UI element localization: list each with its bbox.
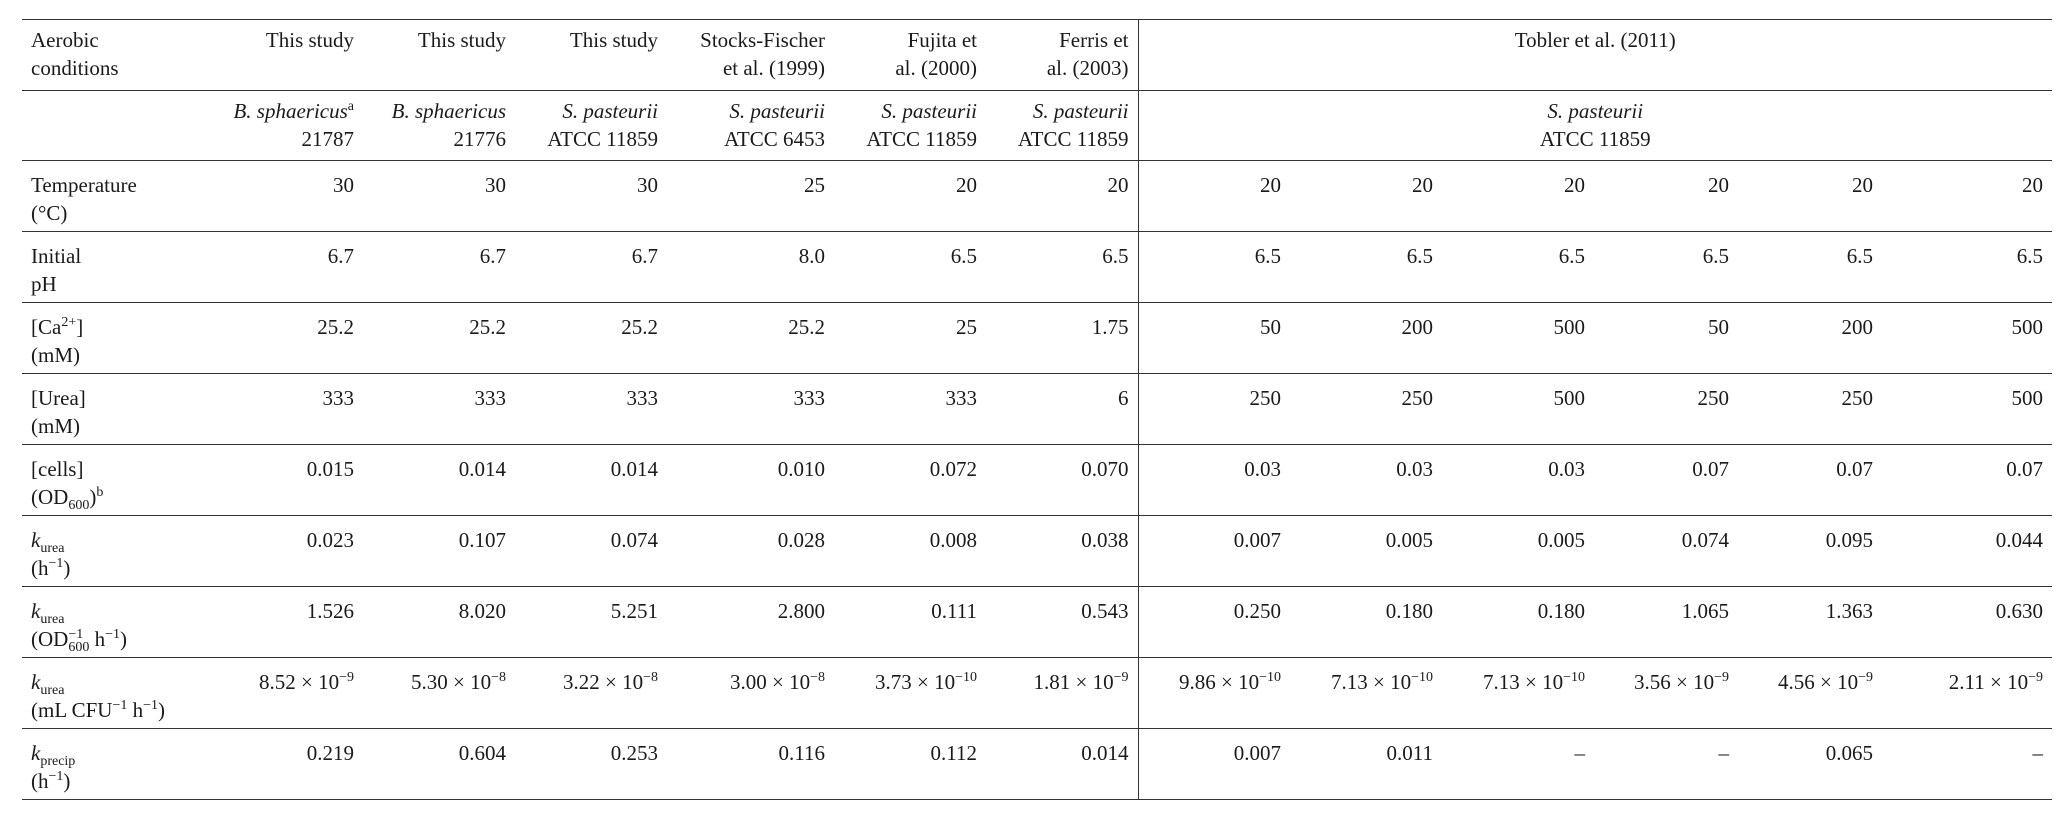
row-label-line <box>31 313 189 341</box>
study-cell <box>515 20 667 91</box>
value-cell: 333 <box>793 386 825 410</box>
row-k-urea-per-cfu <box>22 658 2052 729</box>
value-cell: 1.065 <box>1681 599 1729 623</box>
value-cell: 0.03 <box>1244 457 1281 481</box>
value-cell: 333 <box>945 386 977 410</box>
study-line: Fujita et <box>907 28 977 52</box>
value-cell <box>1882 658 2052 729</box>
times-ten: × 10 <box>453 670 492 694</box>
times-ten: × 10 <box>1676 670 1715 694</box>
value-cell: 0.005 <box>1537 528 1585 552</box>
row-label-line <box>31 526 189 557</box>
exponent: −10 <box>1563 670 1585 685</box>
label-sub: 600 <box>68 498 90 514</box>
value-cell: 20 <box>1708 173 1729 197</box>
row-header-label <box>22 20 198 91</box>
strain-line: ATCC 11859 <box>1017 127 1129 151</box>
value-cell: 0.219 <box>306 741 354 765</box>
row-label-line <box>31 554 189 582</box>
footnote-mark: a <box>347 99 354 114</box>
times-ten: × 10 <box>1525 670 1564 694</box>
row-label-line <box>31 668 189 699</box>
value-cell: 0.015 <box>306 457 354 481</box>
value-cell: 0.107 <box>458 528 506 552</box>
value-cell: 0.07 <box>1692 457 1729 481</box>
value-cell: 0.010 <box>777 457 825 481</box>
row-label-line: Temperature <box>31 173 137 197</box>
value-cell <box>1442 658 1594 729</box>
value-cell: 0.630 <box>1995 599 2043 623</box>
label-part: (h <box>31 769 49 793</box>
value-cell: 1.363 <box>1825 599 1873 623</box>
label-sup: −1 <box>68 627 84 643</box>
tobler-study-label: Tobler et al. (2011) <box>1514 28 1676 52</box>
row-label-line <box>31 767 189 795</box>
organism-cell <box>834 91 986 161</box>
mantissa: 3.22 <box>563 670 600 694</box>
study-line: et al. (1999) <box>722 56 825 80</box>
mantissa: 3.73 <box>875 670 912 694</box>
mantissa: 7.13 <box>1331 670 1368 694</box>
value-cell: 25.2 <box>621 315 658 339</box>
row-k-urea-per-hour <box>22 516 2052 587</box>
row-label <box>22 303 198 374</box>
label-sub: urea <box>40 541 65 557</box>
value-cell: 8.0 <box>798 244 825 268</box>
value-cell: 0.038 <box>986 516 1138 587</box>
tobler-study-cell <box>1138 20 2052 91</box>
label-supsub <box>68 628 89 654</box>
value-cell: 5.251 <box>610 599 658 623</box>
value-cell: 250 <box>1841 386 1873 410</box>
row-label <box>22 729 198 800</box>
value-cell <box>986 658 1138 729</box>
value-cell: 0.014 <box>986 729 1138 800</box>
value-cell: 0.03 <box>1548 457 1585 481</box>
species-name: S. pasteurii <box>1547 99 1644 123</box>
label-part: (OD <box>31 485 69 509</box>
times-ten: × 10 <box>301 670 340 694</box>
value-cell: 1.75 <box>986 303 1138 374</box>
mantissa: 2.11 <box>1948 670 1985 694</box>
value-cell: 25.2 <box>469 315 506 339</box>
value-cell: 0.014 <box>610 457 658 481</box>
value-cell: 0.011 <box>1386 741 1433 765</box>
exponent: −8 <box>643 670 658 685</box>
value-cell: 0.074 <box>610 528 658 552</box>
species-name: B. sphaericus <box>233 99 348 123</box>
value-cell: 0.065 <box>1825 741 1873 765</box>
value-cell: 0.072 <box>929 457 977 481</box>
value-cell: 20 <box>2022 173 2043 197</box>
exponent: −9 <box>1113 670 1129 685</box>
value-cell: 250 <box>1401 386 1433 410</box>
value-cell: 0.07 <box>1836 457 1873 481</box>
value-cell: 50 <box>1708 315 1729 339</box>
value-cell: 2.800 <box>777 599 825 623</box>
label-sub: urea <box>40 683 65 699</box>
value-cell: 0.116 <box>778 741 825 765</box>
value-cell: 250 <box>1249 386 1281 410</box>
row-label <box>22 161 198 232</box>
times-ten: × 10 <box>1990 670 2029 694</box>
label-part: ] <box>76 315 84 339</box>
organism-cell <box>363 91 515 161</box>
value-cell: 6.5 <box>986 232 1138 303</box>
row-label <box>22 587 198 658</box>
study-line: Ferris et <box>1059 28 1129 52</box>
value-cell: – <box>2032 741 2043 765</box>
row-label-line <box>31 597 189 628</box>
species-name: S. pasteurii <box>729 99 825 123</box>
row-k-urea-per-od <box>22 587 2052 658</box>
row-label-line: Initial <box>31 244 82 268</box>
value-cell: 20 <box>1412 173 1433 197</box>
row-cells <box>22 445 2052 516</box>
value-cell: 6.7 <box>631 244 658 268</box>
organism-cell <box>986 91 1138 161</box>
study-line: This study <box>569 28 658 52</box>
value-cell: 50 <box>1260 315 1281 339</box>
row-k-precip <box>22 729 2052 800</box>
value-cell: 0.070 <box>986 445 1138 516</box>
exponent: −8 <box>810 670 825 685</box>
value-cell <box>515 658 667 729</box>
mantissa: 9.86 <box>1179 670 1216 694</box>
value-cell: 6.5 <box>1558 244 1585 268</box>
label-sup: −1 <box>48 556 64 571</box>
study-cell <box>986 20 1138 91</box>
value-cell: 500 <box>1553 386 1585 410</box>
value-cell: 0.07 <box>2006 457 2043 481</box>
organism-cell <box>667 91 834 161</box>
label-sup: −1 <box>112 698 128 713</box>
value-cell: 0.008 <box>929 528 977 552</box>
study-line: This study <box>417 28 506 52</box>
value-cell: 0.023 <box>306 528 354 552</box>
row-label <box>22 232 198 303</box>
value-cell: 500 <box>2011 386 2043 410</box>
row-calcium <box>22 303 2052 374</box>
value-cell: 0.604 <box>458 741 506 765</box>
row-temperature <box>22 161 2052 232</box>
value-cell <box>363 658 515 729</box>
row-label <box>22 658 198 729</box>
value-cell: 0.03 <box>1396 457 1433 481</box>
value-cell: 0.180 <box>1385 599 1433 623</box>
value-cell: 200 <box>1841 315 1873 339</box>
value-cell: 333 <box>474 386 506 410</box>
strain-line: 21776 <box>453 127 506 151</box>
value-cell: 30 <box>333 173 354 197</box>
value-cell: 6.5 <box>1702 244 1729 268</box>
row-urea <box>22 374 2052 445</box>
exponent: −9 <box>339 670 354 685</box>
value-cell: 0.074 <box>1681 528 1729 552</box>
value-cell: 333 <box>322 386 354 410</box>
strain-line: ATCC 11859 <box>866 127 977 151</box>
label-part: (mL CFU <box>31 698 113 722</box>
label-part: h <box>89 627 106 651</box>
label-part: ) <box>63 556 71 580</box>
study-line: al. (2000) <box>895 56 977 80</box>
row-label <box>22 374 198 445</box>
exponent: −8 <box>491 670 506 685</box>
value-cell: 200 <box>1401 315 1433 339</box>
organism-cell <box>198 91 363 161</box>
strain-line: 21787 <box>301 127 354 151</box>
mantissa: 3.56 <box>1634 670 1671 694</box>
row-label <box>22 445 198 516</box>
value-cell: 6 <box>986 374 1138 445</box>
label-sub: precip <box>40 754 76 770</box>
value-cell: 0.180 <box>1537 599 1585 623</box>
value-cell: 6.7 <box>479 244 506 268</box>
times-ten: × 10 <box>1075 670 1114 694</box>
row-label-line <box>31 739 189 770</box>
times-ten: × 10 <box>1221 670 1260 694</box>
label-sup: −1 <box>105 627 120 642</box>
value-cell <box>834 658 986 729</box>
label-part: [Ca <box>31 315 62 339</box>
mantissa: 4.56 <box>1778 670 1815 694</box>
value-cell: 6.5 <box>1254 244 1281 268</box>
header-row-organisms <box>22 91 2052 161</box>
empty-cell <box>22 91 198 161</box>
row-label-line <box>31 483 189 514</box>
strain-line: ATCC 11859 <box>547 127 658 151</box>
strain-line: ATCC 6453 <box>724 127 825 151</box>
organism-cell <box>515 91 667 161</box>
label-part: ) <box>158 698 166 722</box>
species-name: S. pasteurii <box>881 99 977 123</box>
label-sup: −1 <box>143 698 159 713</box>
value-cell: 333 <box>626 386 658 410</box>
value-cell: 1.526 <box>306 599 354 623</box>
label-sup: 2+ <box>61 315 77 330</box>
value-cell: 25 <box>804 173 825 197</box>
value-cell <box>667 658 834 729</box>
value-cell: 20 <box>1852 173 1873 197</box>
value-cell: 500 <box>1553 315 1585 339</box>
label-part: ) <box>63 769 71 793</box>
species-name: B. sphaericus <box>391 99 506 123</box>
strain-line: ATCC 11859 <box>1539 127 1651 151</box>
mantissa: 1.81 <box>1033 670 1071 694</box>
label-part: (h <box>31 556 49 580</box>
study-line: This study <box>265 28 354 52</box>
exponent: −10 <box>1411 670 1433 685</box>
value-cell: 0.014 <box>458 457 506 481</box>
label-sub: 600 <box>68 640 90 656</box>
times-ten: × 10 <box>917 670 956 694</box>
value-cell: 25.2 <box>788 315 825 339</box>
exponent: −9 <box>1858 670 1873 685</box>
times-ten: × 10 <box>772 670 811 694</box>
study-line: Stocks-Fischer <box>700 28 825 52</box>
species-name: S. pasteurii <box>1032 99 1129 123</box>
species-name: S. pasteurii <box>562 99 658 123</box>
value-cell: 0.007 <box>1233 528 1281 552</box>
value-cell <box>1290 658 1442 729</box>
value-cell <box>1738 658 1882 729</box>
exponent: −9 <box>2028 670 2043 685</box>
value-cell: – <box>1718 741 1729 765</box>
value-cell: 0.044 <box>1995 528 2043 552</box>
times-ten: × 10 <box>605 670 644 694</box>
times-ten: × 10 <box>1820 670 1859 694</box>
row-ph <box>22 232 2052 303</box>
value-cell: 0.543 <box>986 587 1138 658</box>
exponent: −9 <box>1714 670 1729 685</box>
header-label-line: conditions <box>31 56 119 80</box>
value-cell <box>198 658 363 729</box>
row-label-line <box>31 625 189 654</box>
exponent: −10 <box>1259 670 1281 685</box>
label-k: k <box>31 599 41 623</box>
value-cell: 25 <box>956 315 977 339</box>
value-cell: 6.5 <box>950 244 977 268</box>
mantissa: 3.00 <box>730 670 767 694</box>
times-ten: × 10 <box>1373 670 1412 694</box>
value-cell: 250 <box>1697 386 1729 410</box>
value-cell: 500 <box>2011 315 2043 339</box>
mantissa: 7.13 <box>1483 670 1520 694</box>
study-cell <box>834 20 986 91</box>
row-label <box>22 516 198 587</box>
row-label-line: (°C) <box>31 201 68 225</box>
label-sub: urea <box>40 612 65 628</box>
footnote-mark: b <box>96 485 104 500</box>
row-label-line: (mM) <box>31 414 80 438</box>
value-cell: 20 <box>1260 173 1281 197</box>
value-cell: 0.253 <box>610 741 658 765</box>
value-cell: 8.020 <box>458 599 506 623</box>
value-cell: 0.005 <box>1385 528 1433 552</box>
value-cell: 0.111 <box>931 599 977 623</box>
value-cell: 20 <box>1564 173 1585 197</box>
header-row-studies <box>22 20 2052 91</box>
label-sup: −1 <box>48 769 64 784</box>
value-cell: 0.095 <box>1825 528 1873 552</box>
study-cell <box>363 20 515 91</box>
value-cell: 0.250 <box>1233 599 1281 623</box>
label-k: k <box>31 670 41 694</box>
row-label-line <box>31 696 189 724</box>
mantissa: 5.30 <box>411 670 448 694</box>
label-part: (OD <box>31 627 69 651</box>
value-cell: 6.7 <box>327 244 354 268</box>
row-label-line: pH <box>31 272 57 296</box>
value-cell: 0.112 <box>930 741 977 765</box>
value-cell: 6.5 <box>2016 244 2043 268</box>
mantissa: 8.52 <box>259 670 296 694</box>
label-k: k <box>31 528 41 552</box>
value-cell: 0.028 <box>777 528 825 552</box>
value-cell: 20 <box>956 173 977 197</box>
tobler-organism-cell <box>1138 91 2052 161</box>
kinetics-table <box>22 19 2052 800</box>
label-part: ) <box>119 627 127 651</box>
row-label-line: (mM) <box>31 343 80 367</box>
value-cell: 6.5 <box>1406 244 1433 268</box>
label-part: ) <box>89 485 97 509</box>
value-cell: 6.5 <box>1846 244 1873 268</box>
value-cell <box>1594 658 1738 729</box>
row-label-line: [cells] <box>31 457 84 481</box>
exponent: −10 <box>955 670 977 685</box>
value-cell: – <box>1574 741 1585 765</box>
value-cell: 20 <box>986 161 1138 232</box>
value-cell <box>1138 658 1290 729</box>
value-cell: 0.007 <box>1233 741 1281 765</box>
species-line <box>207 97 354 125</box>
value-cell: 30 <box>485 173 506 197</box>
value-cell: 25.2 <box>317 315 354 339</box>
row-label-line: [Urea] <box>31 386 86 410</box>
value-cell: 30 <box>637 173 658 197</box>
study-cell <box>198 20 363 91</box>
study-line: al. (2003) <box>1046 56 1129 80</box>
study-cell <box>667 20 834 91</box>
header-label-line: Aerobic <box>31 28 99 52</box>
label-part: h <box>127 698 144 722</box>
label-k: k <box>31 741 41 765</box>
